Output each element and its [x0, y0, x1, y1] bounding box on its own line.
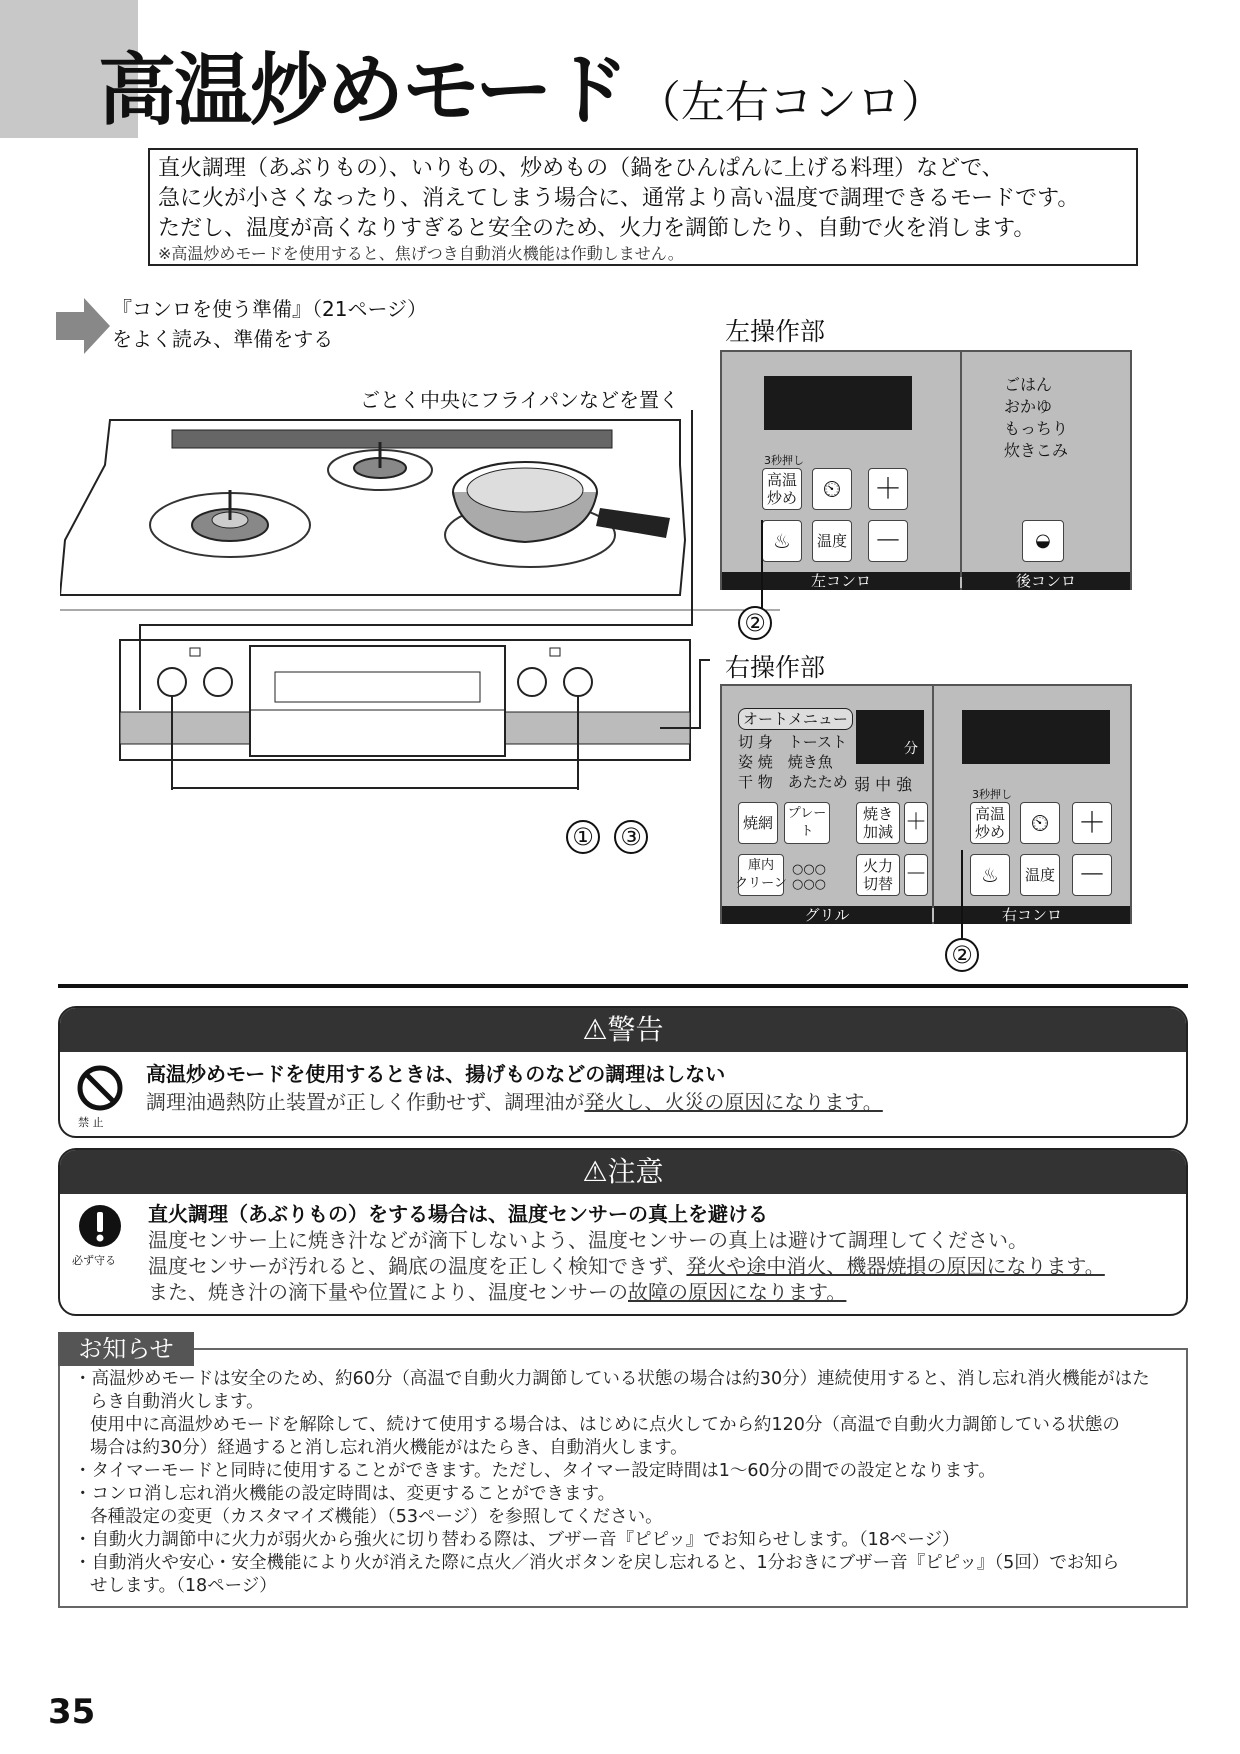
- prep-instruction: 『コンロを使う準備』（21ページ） をよく読み、準備をする: [112, 297, 428, 351]
- warning-triangle-icon: ⚠: [582, 1013, 608, 1046]
- rice-cook-button[interactable]: [1022, 520, 1064, 562]
- menu-item[interactable]: あたため: [787, 773, 848, 791]
- notice-tab: お知らせ: [58, 1332, 194, 1366]
- menu-item[interactable]: 切 身: [738, 733, 773, 751]
- rice-menu-item[interactable]: ごはん: [1004, 375, 1053, 394]
- warning-triangle-icon: ⚠: [582, 1155, 608, 1188]
- menu-item[interactable]: 姿 焼: [738, 753, 773, 771]
- plate-button[interactable]: プレート: [784, 802, 830, 844]
- level-indicators: ○○○ ○○○: [792, 862, 827, 892]
- caution-line-2: 温度センサーが汚れると、鍋底の温度を正しく検知できず、発火や途中消火、機器焼損の原因になります。: [148, 1254, 1105, 1278]
- notice-item: ・自動消火や安心・安全機能により火が消えた際に点火／消火ボタンを戻し忘れると、1分おきにブザー音『ピピッ』（5回）でお知ら: [74, 1553, 1120, 1573]
- notice-item: ・タイマーモードと同時に使用することができます。ただし、タイマー設定時間は1〜60分の間での設定となります。: [74, 1461, 996, 1481]
- timer-button[interactable]: [812, 468, 852, 510]
- mandatory-label: 必ず守る: [72, 1254, 116, 1267]
- notice-item: せします。（18ページ）: [90, 1576, 277, 1596]
- right-control-panel: [720, 684, 1132, 924]
- notice-item: ・コンロ消し忘れ消火機能の設定時間は、変更することができます。: [74, 1484, 616, 1504]
- caution-header: ⚠注意: [60, 1150, 1186, 1194]
- grill-adjust-button[interactable]: 焼き 加減: [856, 802, 900, 844]
- callout-1: ①: [566, 820, 600, 854]
- flame-level-label: 弱 中 強: [854, 775, 913, 794]
- grill-strip: グリル: [722, 906, 932, 924]
- fire-switch-button[interactable]: 火力 切替: [856, 854, 900, 896]
- plus-button[interactable]: ＋: [868, 468, 908, 510]
- minus-button[interactable]: －: [1072, 854, 1112, 896]
- mandatory-icon: [78, 1204, 122, 1248]
- prohibition-icon: [76, 1064, 124, 1112]
- timer-icon: ⏲: [1030, 809, 1050, 837]
- notice-item: 各種設定の変更（カスタマイズ機能）（53ページ）を参照してください。: [90, 1507, 663, 1527]
- pan-placement-label: ごとく中央にフライパンなどを置く: [360, 388, 679, 412]
- callout-2-left: ②: [738, 606, 772, 640]
- rice-menu: [1004, 374, 1068, 462]
- page-number: 35: [48, 1692, 96, 1732]
- minus-button[interactable]: －: [868, 520, 908, 562]
- kettle-icon: ♨: [773, 529, 791, 553]
- rice-menu-item[interactable]: もっちり: [1004, 419, 1069, 438]
- left-display: [764, 376, 912, 430]
- notice-box: [58, 1348, 1188, 1608]
- rice-bowl-icon: ◒: [1035, 530, 1051, 551]
- notice-item: らき自動消火します。: [90, 1392, 264, 1412]
- high-temp-fry-button[interactable]: 高温 炒め: [970, 802, 1010, 844]
- grill-plus-button[interactable]: ＋: [904, 802, 928, 844]
- left-control-panel: [720, 350, 1132, 590]
- intro-box: [148, 148, 1138, 266]
- section-divider: [58, 984, 1188, 988]
- right-display: [962, 710, 1110, 764]
- page-title: 高温炒めモード （左右コンロ）: [98, 46, 945, 136]
- intro-line-3: ただし、温度が高くなりすぎると安全のため、火力を調節したり、自動で火を消します。: [158, 216, 1036, 241]
- notice-item: 使用中に高温炒めモードを解除して、続けて使用する場合は、はじめに点火してから約120分（高温で自動火力調節している状態の: [90, 1415, 1120, 1435]
- kettle-icon: ♨: [981, 863, 999, 887]
- notice-item: ・高温炒めモードは安全のため、約60分（高温で自動火力調節している状態の場合は約30分）連続使用すると、消し忘れ消火機能がはた: [74, 1369, 1150, 1389]
- left-panel-title: 左操作部: [725, 317, 826, 346]
- caution-box: [58, 1148, 1188, 1316]
- grill-menu: [738, 732, 848, 792]
- hold-3sec-label: 3秒押し: [764, 454, 804, 467]
- menu-item[interactable]: 焼き魚: [787, 753, 833, 771]
- callout-2-right: ②: [945, 938, 979, 972]
- plus-button[interactable]: ＋: [1072, 802, 1112, 844]
- warning-box: [58, 1006, 1188, 1138]
- rice-menu-item[interactable]: おかゆ: [1004, 397, 1053, 416]
- right-panel-title: 右操作部: [725, 653, 826, 682]
- menu-item[interactable]: トースト: [787, 733, 848, 751]
- right-callout-line: [950, 850, 980, 940]
- warning-text: 調理油過熱防止装置が正しく作動せず、調理油が発火し、火災の原因になります。: [146, 1090, 883, 1114]
- right-burner-strip: 右コンロ: [934, 906, 1130, 924]
- oven-clean-button[interactable]: 庫内 クリーン: [738, 854, 784, 896]
- notice-item: ・自動火力調節中に火力が弱火から強火に切り替わる際は、ブザー音『ピピッ』でお知らせします。（18ページ）: [74, 1530, 960, 1550]
- caution-line-1: 温度センサー上に焼き汁などが滴下しないよう、温度センサーの真上は避けて調理してください。: [148, 1228, 1028, 1252]
- timer-icon: ⏲: [822, 475, 842, 503]
- menu-item[interactable]: 干 物: [738, 773, 773, 791]
- intro-note: ※高温炒めモードを使用すると、焦げつき自動消火機能は作動しません。: [158, 244, 684, 263]
- auto-menu-label: オートメニュー: [738, 708, 853, 730]
- arrow-right-icon: [56, 298, 112, 354]
- rice-menu-item[interactable]: 炊きこみ: [1004, 441, 1069, 460]
- stove-illustration: [60, 410, 780, 790]
- grill-minus-button[interactable]: －: [904, 854, 928, 896]
- back-burner-strip: 後コンロ: [962, 572, 1130, 590]
- warning-header: ⚠警告: [60, 1008, 1186, 1052]
- temperature-button[interactable]: 温度: [812, 520, 852, 562]
- notice-item: 場合は約30分）経過すると消し忘れ消火機能がはたらき、自動消火します。: [90, 1438, 688, 1458]
- grill-net-button[interactable]: 焼網: [738, 802, 778, 844]
- caution-title: 直火調理（あぶりもの）をする場合は、温度センサーの真上を避ける: [148, 1202, 768, 1226]
- warning-title: 高温炒めモードを使用するときは、揚げものなどの調理はしない: [146, 1062, 726, 1086]
- hold-3sec-label: 3秒押し: [972, 788, 1012, 801]
- caution-line-3: また、焼き汁の滴下量や位置により、温度センサーの故障の原因になります。: [148, 1280, 847, 1304]
- callout-3: ③: [614, 820, 648, 854]
- prohibition-label: 禁 止: [78, 1116, 104, 1129]
- left-callout-line: [750, 520, 780, 610]
- left-burner-strip: 左コンロ: [722, 572, 960, 590]
- timer-button[interactable]: [1020, 802, 1060, 844]
- temperature-button[interactable]: 温度: [1020, 854, 1060, 896]
- high-temp-fry-button[interactable]: 高温 炒め: [762, 468, 802, 510]
- grill-display: 分: [856, 710, 924, 764]
- intro-line-2: 急に火が小さくなったり、消えてしまう場合に、通常より高い温度で調理できるモードです。: [158, 186, 1080, 211]
- intro-line-1: 直火調理（あぶりもの）、いりもの、炒めもの（鍋をひんぱんに上げる料理）などで、: [158, 156, 1004, 181]
